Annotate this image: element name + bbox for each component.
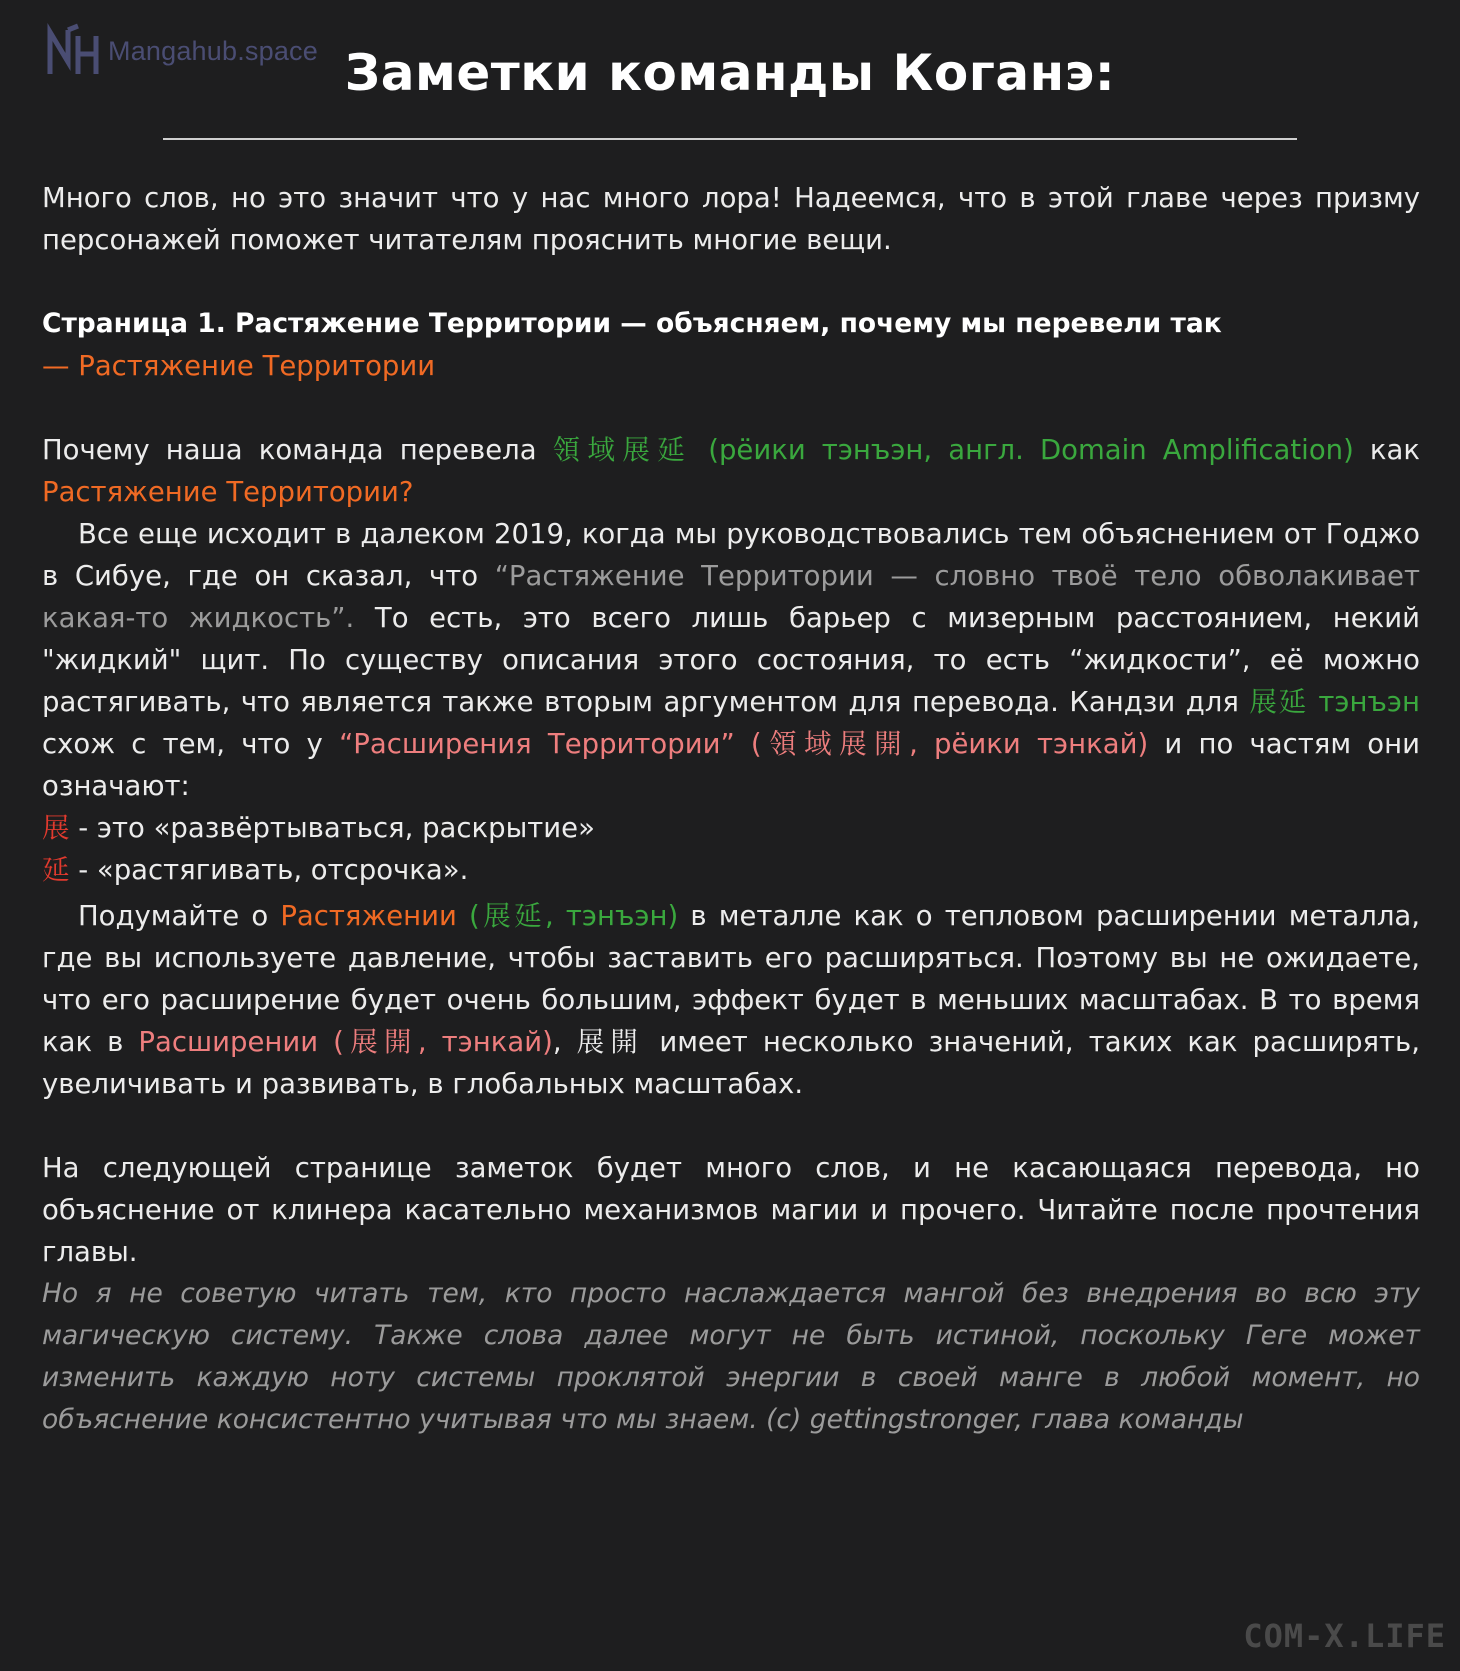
paragraph-next-page: На следующей странице заметок будет много слов, и не касающаяся перевода, но объяснение от клинера касательно механизмов магии и прочего. Читайте после прочтения главы. (42, 1152, 1420, 1268)
text: Подумайте о (78, 900, 281, 932)
watermark: COM-X.LIFE (1243, 1617, 1446, 1655)
pink-term: Расширении (展開, тэнкай) (138, 1026, 553, 1058)
spacer (42, 1105, 1420, 1147)
paragraph-explanation (42, 513, 1420, 807)
text: схож с тем, что у (42, 728, 340, 760)
kanji-char: 延 (42, 854, 70, 886)
green-gloss: (展延, тэнъэн) (456, 900, 679, 932)
title-divider (163, 138, 1297, 140)
paragraph-question (42, 429, 1420, 513)
text: и по частям они означают: (42, 728, 1420, 802)
intro-paragraph: Много слов, но это значит что у нас много лора! Надеемся, что в этой главе через призму персонажей поможет читателям прояснить многие вещи. (42, 182, 1420, 256)
text: Все еще исходит в далеком 2019, когда мы руководствовались тем объяснением от Годжо в Сибуе, где он сказал, что (42, 518, 1420, 592)
orange-term: Растяжение Территории? (42, 476, 414, 508)
kanji-desc: - «растягивать, отсрочка». (69, 854, 469, 886)
text: , 展開 имеет несколько значений, таких как расширять, увеличивать и развивать, в глобальных масштабах. (42, 1026, 1420, 1100)
orange-term: Растяжении (280, 900, 457, 932)
spacer (42, 261, 1420, 303)
kanji-term: 領域展延 (552, 434, 693, 466)
paragraph-metal (42, 895, 1420, 1105)
logo-text: Mangahub.space (108, 35, 318, 66)
text: Почему наша команда перевела (42, 434, 553, 466)
gojo-quote: “Растяжение Территории — словно твоё тело обволакивает какая-то жидкость”. (42, 560, 1420, 634)
green-gloss: тэнъэн (1307, 686, 1421, 718)
kanji-term: 展延 (1249, 686, 1308, 718)
section-heading-term: — Растяжение Территории (42, 350, 436, 382)
pink-term: “Расширения Территории” (領域展開, рёики тэнкай) (339, 728, 1149, 760)
kanji-list-item (42, 807, 1420, 849)
section-heading: Страница 1. Растяжение Территории — объясняем, почему мы перевели так (42, 308, 1222, 339)
kanji-char: 展 (42, 812, 70, 844)
notes-body (42, 177, 1420, 1441)
text: как (1353, 434, 1420, 466)
page-title: Заметки команды Коганэ: (344, 44, 1116, 102)
kanji-desc: - это «развёртываться, раскрытие» (69, 812, 595, 844)
spacer (42, 387, 1420, 429)
text: То есть, это всего лишь барьер с мизерным расстоянием, некий "жидкий" щит. По существу описания этого состояния, то есть “жидкости”, её можно растягивать, что является также вторым аргументом для перевода. Кандзи для (42, 602, 1420, 718)
text: в металле как о тепловом расширении металла, где вы используете давление, чтобы заставить его расширяться. Поэтому вы не ожидаете, что его расширение будет очень большим, эффект будет в меньших масштабах. В то время как в (42, 900, 1420, 1058)
paragraph-disclaimer: Но я не советую читать тем, кто просто наслаждается мангой без внедрения во всю эту магическую систему. Также слова далее могут не быть истиной, поскольку Геге может изменить каждую ноту системы проклятой энергии в своей манге в любой момент, но объяснение консистентно учитывая что мы знаем. (c) gettingstronger, глава команды (42, 1278, 1420, 1435)
kanji-list-item (42, 849, 1420, 891)
green-gloss: (рёики тэнъэн, англ. Domain Amplification) (692, 434, 1354, 466)
